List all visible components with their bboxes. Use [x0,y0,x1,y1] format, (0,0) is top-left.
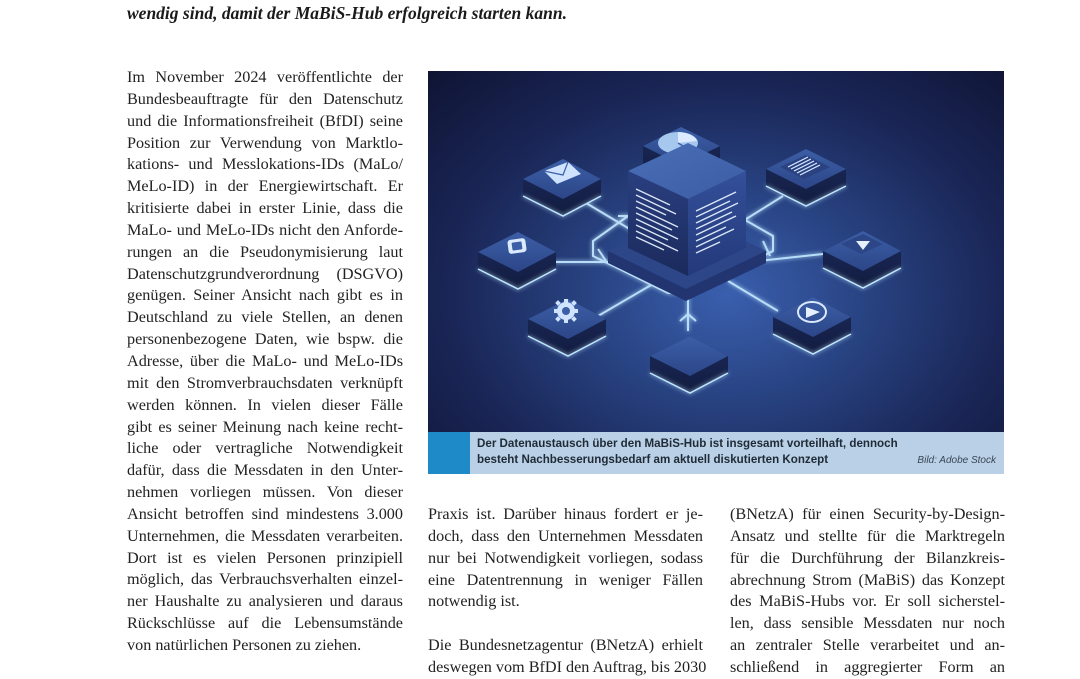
text-line: Datenschutzgrundverordnung (DSGVO) [127,264,403,283]
text-line: rungen an die Pseudonymisierung laut [127,242,403,261]
text-line: Bundesbeauftragte für den Datenschutz [127,89,403,108]
frame-tile [478,232,556,289]
text-line: für die Durchführung der Bilanzkreis- [730,548,1005,567]
text-line: Rückschlüsse auf die Lebensumstände [127,614,403,633]
settings-gear-tile [528,299,606,356]
article-column-3 [730,504,1005,679]
caption-line-2: besteht Nachbesserungsbedarf am aktuell diskutierten Konzept [477,453,829,466]
text-line: Ansicht betroffen sind mindestens 3.000 [127,504,403,523]
text-line: eine Datentrennung in weniger Fällen [428,570,703,589]
mabis-hub-illustration [428,71,1004,432]
text-line: MeLo-ID) in der Energiewirtschaft. Er [127,177,403,196]
text-line: gibt es seiner Meinung nach keine recht- [127,417,403,436]
text-line: von natürlichen Personen zu ziehen. [127,635,362,654]
text-line: deswegen vom BfDI den Auftrag, bis 2030 [428,657,707,676]
text-line: (BNetzA) für einen Security-by-Design- [730,505,1005,523]
text-line: ner Haushalte zu analysieren und daraus [127,592,403,611]
text-line: notwendig ist. [428,592,520,611]
caption-text [477,436,898,468]
text-line: Dort ist es vielen Personen prinzipiell [127,548,403,567]
text-line: kations- und Messlokations-IDs (MaLo/ [127,155,403,174]
text-line: schließend in aggregierter Form an [730,657,1005,676]
text-line: Position zur Verwendung von Marktlo- [127,133,403,152]
article-figure [428,71,1004,474]
text-line: genügen. Seiner Ansicht nach gibt es in [127,286,403,305]
text-line: doch, dass den Unternehmen Messdaten [428,526,703,545]
article-column-2 [428,504,707,679]
play-circle-tile [773,297,851,354]
play-button-tile [823,231,901,288]
text-line: Deutschland zu viele Stellen, an denen [127,308,403,327]
image-credit: Bild: Adobe Stock [917,455,996,466]
text-line: möglich, das Verbrauchsverhalten einzel- [127,570,403,589]
text-line: Unternehmen, die Messdaten verarbeiten. [127,526,403,545]
text-line: kritisierte dabei in erster Linie, dass die [127,199,403,218]
text-line: dafür, dass die Messdaten in den Unter- [127,461,403,480]
text-line: len, dass sensible Messdaten nur noch [730,614,1005,633]
text-line: abrechnung Strom (MaBiS) das Konzept [730,570,1005,589]
text-line: werden können. In vielen dieser Fälle [127,395,403,414]
text-line: liche oder vertragliche Notwendigkeit [127,439,403,458]
paragraph-gap [428,613,703,635]
text-line: nehmen vorliegen müssen. Von dieser [127,483,403,502]
text-line: Praxis ist. Darüber hinaus fordert er je- [428,505,703,523]
article-column-1 [127,67,403,657]
text-line: Im November 2024 veröffentlichte der [127,68,403,86]
text-line: mit den Stromverbrauchsdaten verknüpft [127,373,403,392]
text-line: personenbezogene Daten, wie bspw. die [127,330,403,349]
lead-paragraph-end: wendig sind, damit der MaBiS-Hub erfolgreich starten kann. [127,3,567,23]
text-line: nur bei Notwendigkeit vorliegen, sodass [428,548,703,567]
text-line: an zentraler Stelle verarbeitet und an- [730,636,1005,655]
figure-caption [428,432,1004,474]
text-line: und die Informationsfreiheit (BfDI) seine [127,111,403,130]
caption-line-1: Der Datenaustausch über den MaBiS-Hub ist insgesamt vorteilhaft, dennoch [477,437,898,450]
text-line: Die Bundesnetzagentur (BNetzA) erhielt [428,636,703,655]
blank-tile [650,336,728,393]
document-tile [766,149,846,206]
text-line: des MaBiS-Hubs vor. Er soll sicherstel- [730,592,1005,611]
text-line: Ansatz und stellte für die Marktregeln [730,526,1005,545]
text-line: Adresse, über die MaLo- und MeLo-IDs [127,351,403,370]
hub-server-cube [628,143,746,276]
envelope-tile [523,159,601,216]
text-line: MaLo- und MeLo-IDs nicht den Anforde- [127,220,403,239]
caption-accent-bar [428,432,470,474]
